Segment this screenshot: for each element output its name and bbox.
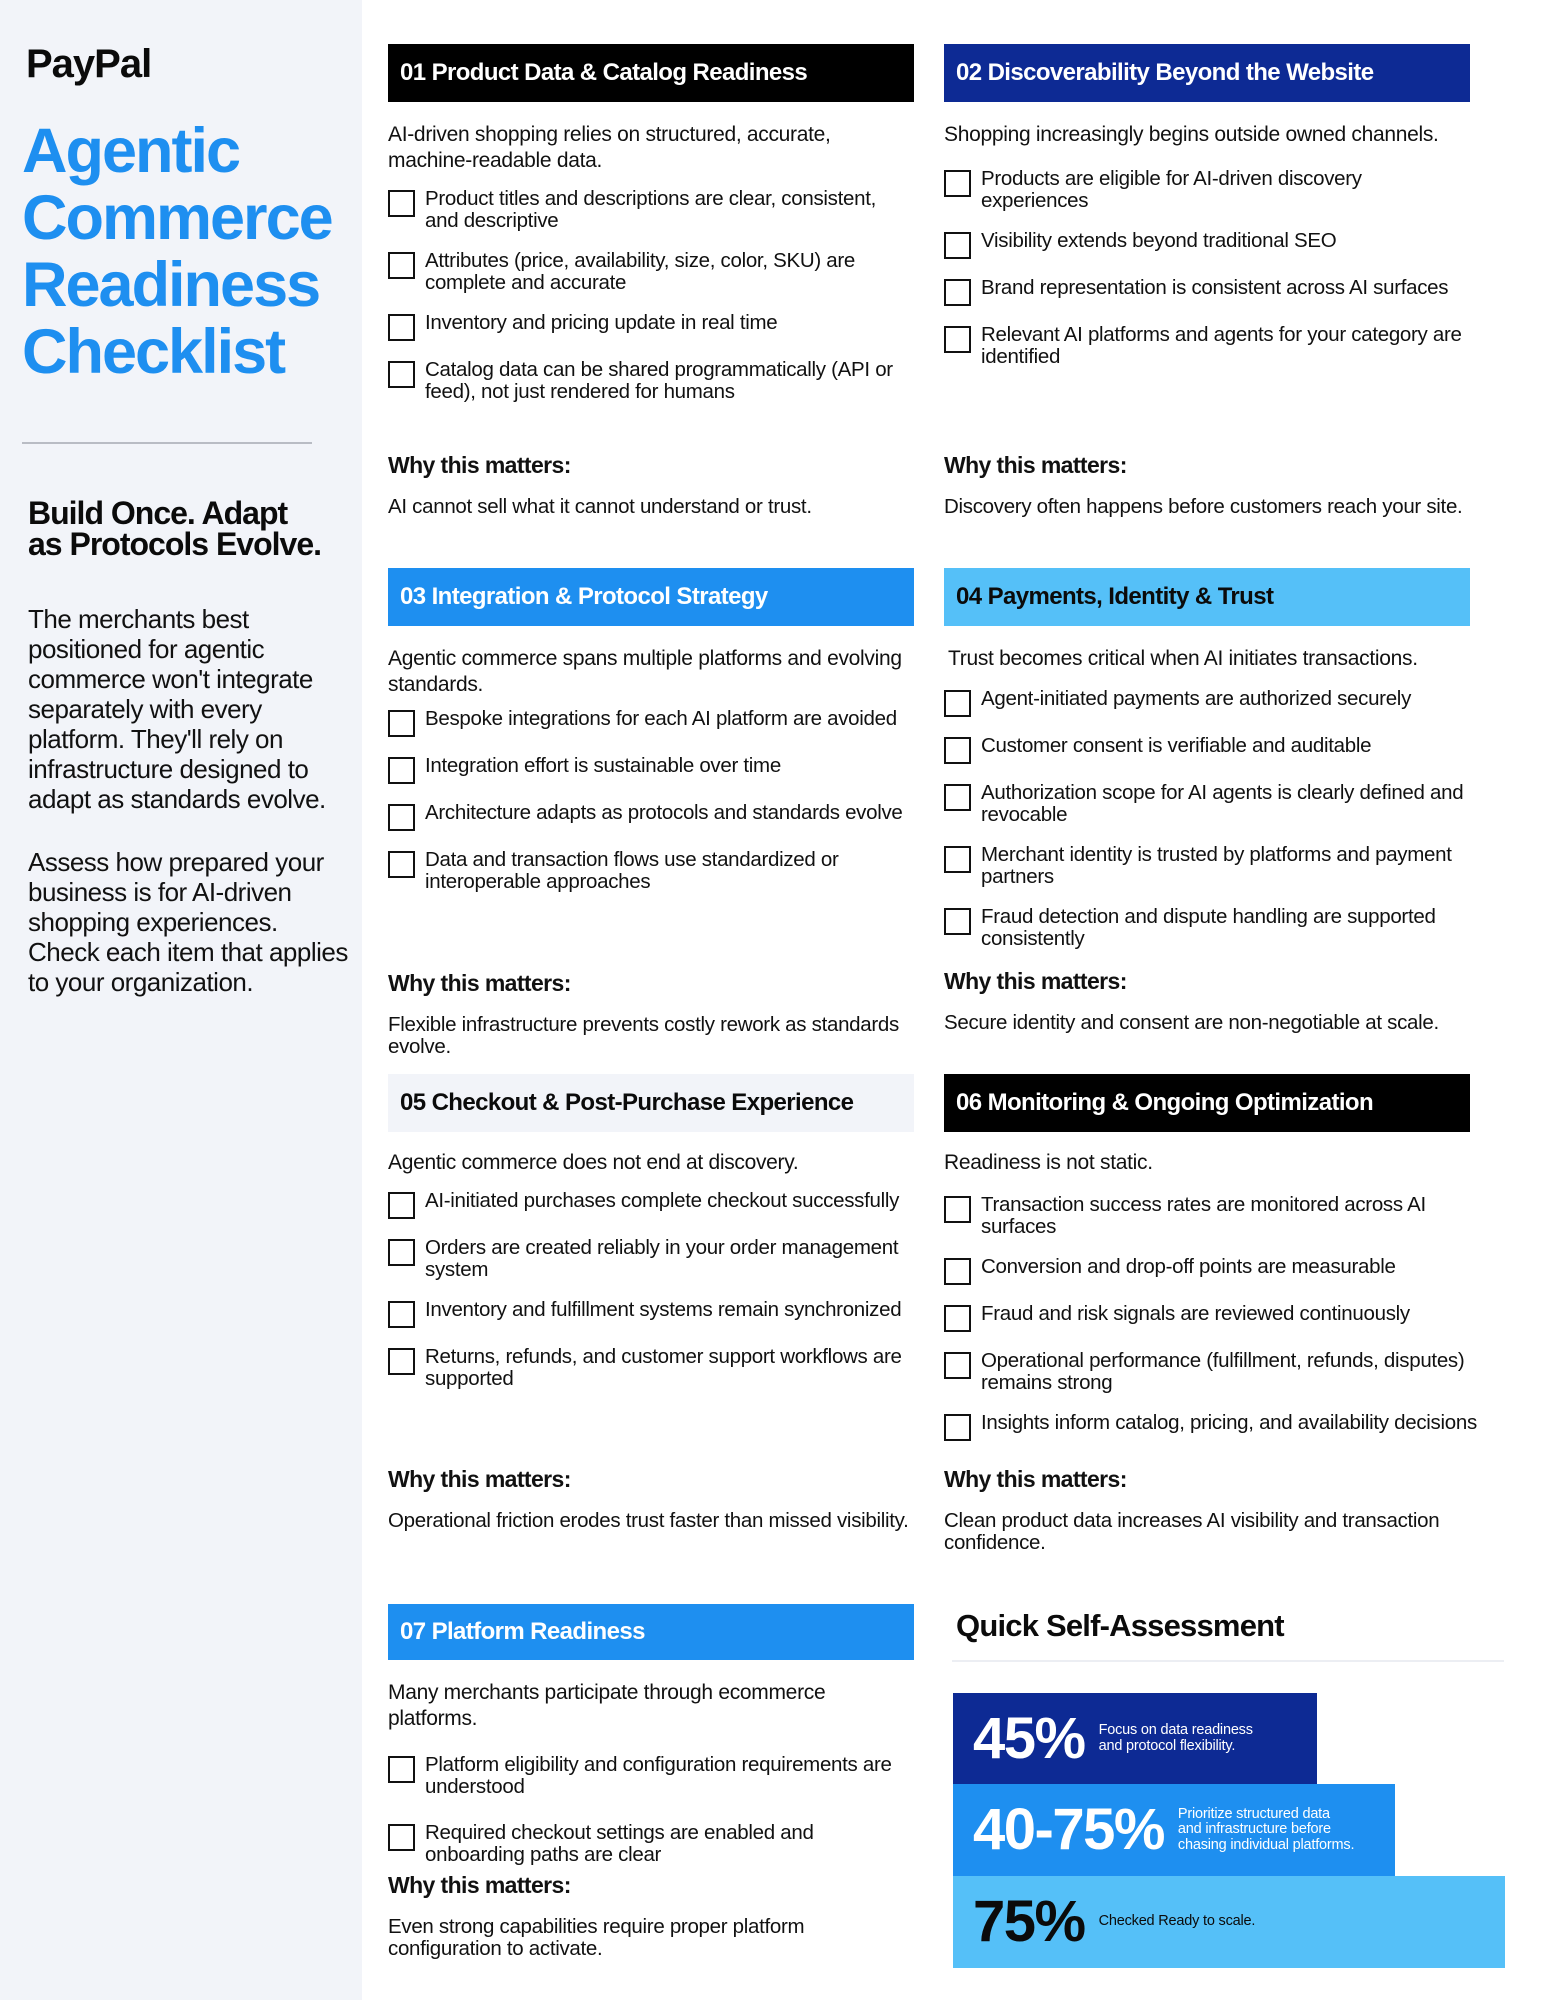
section-platform-readiness bbox=[388, 1604, 914, 1974]
section-intro: Many merchants participate through ecommerce platforms. bbox=[388, 1681, 826, 1730]
checklist-item-text: Merchant identity is trusted by platforms and payment partners bbox=[981, 843, 1452, 888]
checklist-item-text: Architecture adapts as protocols and standards evolve bbox=[425, 801, 903, 824]
assessment-band-75 bbox=[953, 1876, 1505, 1968]
checklist-item-text: Bespoke integrations for each AI platform are avoided bbox=[425, 707, 897, 730]
checkbox[interactable] bbox=[944, 846, 971, 873]
why-label: Why this matters: bbox=[944, 452, 1127, 478]
section-intro: Shopping increasingly begins outside owned channels. bbox=[944, 123, 1439, 146]
why-label: Why this matters: bbox=[944, 1466, 1127, 1492]
assessment-description bbox=[1099, 1723, 1253, 1754]
checklist-item-text: Integration effort is sustainable over time bbox=[425, 754, 781, 777]
section-intro: Trust becomes critical when AI initiates transactions. bbox=[948, 647, 1418, 670]
why-text: Flexible infrastructure prevents costly rework as standards evolve. bbox=[388, 1013, 899, 1058]
checkbox[interactable] bbox=[944, 279, 971, 306]
assessment-percentage: 75% bbox=[973, 1889, 1085, 1954]
section-header: 03 Integration & Protocol Strategy bbox=[388, 568, 914, 626]
checklist-item-text: Conversion and drop-off points are measurable bbox=[981, 1255, 1396, 1278]
self-assessment-title: Quick Self-Assessment bbox=[956, 1608, 1284, 1643]
checklist-item bbox=[388, 708, 914, 737]
checkbox[interactable] bbox=[944, 1305, 971, 1332]
checklist-item bbox=[944, 277, 1470, 306]
assessment-percentage: 40-75% bbox=[973, 1797, 1164, 1862]
section-monitoring bbox=[944, 1074, 1504, 1564]
page-title-line: Readiness bbox=[22, 250, 320, 320]
checklist-item bbox=[388, 1754, 914, 1798]
checklist-item bbox=[944, 1303, 1504, 1332]
assessment-description-line: chasing individual platforms. bbox=[1177, 1836, 1355, 1853]
checklist-item-text: Brand representation is consistent across AI surfaces bbox=[981, 276, 1449, 299]
section-intro: Agentic commerce spans multiple platforms and evolving standards. bbox=[388, 647, 902, 696]
checkbox[interactable] bbox=[388, 851, 415, 878]
checklist-item bbox=[944, 1350, 1504, 1394]
checklist-item-text: Products are eligible for AI-driven discovery experiences bbox=[981, 167, 1362, 212]
checklist-item bbox=[944, 1194, 1504, 1238]
why-text: Even strong capabilities require proper platform configuration to activate. bbox=[388, 1915, 805, 1960]
why-text: Operational friction erodes trust faster than missed visibility. bbox=[388, 1509, 909, 1532]
checklist-item bbox=[388, 312, 914, 341]
page-title bbox=[22, 118, 352, 386]
why-label: Why this matters: bbox=[388, 452, 571, 478]
checkbox[interactable] bbox=[388, 1348, 415, 1375]
checklist-item-text: Operational performance (fulfillment, refunds, disputes) remains strong bbox=[981, 1349, 1465, 1394]
section-intro: AI-driven shopping relies on structured, accurate, machine-readable data. bbox=[388, 123, 831, 172]
section-intro: Readiness is not static. bbox=[944, 1151, 1153, 1174]
checkbox[interactable] bbox=[388, 361, 415, 388]
checklist-item-text: Inventory and fulfillment systems remain synchronized bbox=[425, 1298, 902, 1321]
checklist bbox=[388, 188, 914, 403]
assessment-percentage: 45% bbox=[973, 1705, 1085, 1771]
checkbox[interactable] bbox=[388, 1239, 415, 1266]
checklist-item bbox=[388, 802, 914, 831]
checklist-item bbox=[944, 1412, 1504, 1441]
why-text: AI cannot sell what it cannot understand or trust. bbox=[388, 495, 812, 518]
checklist-item bbox=[944, 782, 1470, 826]
section-payments-identity bbox=[944, 568, 1470, 1068]
assessment-description-line: Prioritize structured data bbox=[1177, 1805, 1330, 1822]
section-header: 04 Payments, Identity & Trust bbox=[944, 568, 1470, 626]
page-title-line: Checklist bbox=[22, 317, 285, 387]
checklist-item-text: Insights inform catalog, pricing, and availability decisions bbox=[981, 1411, 1477, 1434]
checklist-item bbox=[388, 1299, 914, 1328]
section-header: 01 Product Data & Catalog Readiness bbox=[388, 44, 914, 102]
checklist-item bbox=[944, 906, 1470, 950]
checkbox[interactable] bbox=[944, 170, 971, 197]
checklist-item-text: AI-initiated purchases complete checkout successfully bbox=[425, 1189, 900, 1212]
checklist-item bbox=[944, 688, 1470, 717]
checkbox[interactable] bbox=[388, 190, 415, 217]
checklist-item bbox=[388, 1237, 914, 1281]
checklist-item-text: Fraud detection and dispute handling are supported consistently bbox=[981, 905, 1436, 950]
checklist-item bbox=[388, 359, 914, 403]
assessment-description-line: Checked Ready to scale. bbox=[1098, 1913, 1256, 1930]
assessment-band-40-75 bbox=[953, 1784, 1395, 1876]
section-product-data bbox=[388, 44, 914, 524]
assessment-description-line: Focus on data readiness bbox=[1098, 1722, 1253, 1738]
checklist-item-text: Required checkout settings are enabled and onboarding paths are clear bbox=[425, 1821, 814, 1866]
checklist-item-text: Transaction success rates are monitored across AI surfaces bbox=[981, 1193, 1426, 1238]
section-discoverability bbox=[944, 44, 1470, 524]
checklist-item-text: Data and transaction flows use standardized or interoperable approaches bbox=[425, 848, 839, 893]
checklist-item bbox=[944, 1256, 1504, 1285]
checklist-item bbox=[944, 324, 1470, 368]
checkbox[interactable] bbox=[388, 1824, 415, 1851]
checklist-item bbox=[388, 755, 914, 784]
sidebar-intro-1: The merchants best positioned for agentic commerce won't integrate separately with every platform. They'll rely on infrastructure designed to adapt as standards evolve. bbox=[28, 604, 326, 814]
checklist-item-text: Agent-initiated payments are authorized securely bbox=[981, 687, 1412, 710]
checkbox[interactable] bbox=[388, 804, 415, 831]
checklist-item bbox=[388, 1346, 914, 1390]
checkbox[interactable] bbox=[944, 690, 971, 717]
assessment-band-45 bbox=[953, 1693, 1317, 1784]
subhead-line: Build Once. Adapt bbox=[28, 495, 288, 531]
checkbox[interactable] bbox=[388, 1301, 415, 1328]
checklist-item bbox=[388, 849, 914, 893]
why-label: Why this matters: bbox=[388, 970, 571, 996]
checkbox[interactable] bbox=[944, 1258, 971, 1285]
checkbox[interactable] bbox=[388, 710, 415, 737]
checkbox[interactable] bbox=[944, 908, 971, 935]
paypal-logo: PayPal bbox=[26, 42, 152, 86]
section-header: 07 Platform Readiness bbox=[388, 1604, 914, 1660]
checklist-item-text: Orders are created reliably in your order management system bbox=[425, 1236, 899, 1281]
sidebar-subhead bbox=[28, 495, 348, 562]
checklist-item-text: Returns, refunds, and customer support workflows are supported bbox=[425, 1345, 902, 1390]
checklist-item bbox=[388, 188, 914, 232]
checklist-item bbox=[388, 1822, 914, 1866]
sidebar-intro-2: Assess how prepared your business is for AI-driven shopping experiences. Check each item that applies to your organization. bbox=[28, 847, 348, 997]
section-header: 05 Checkout & Post-Purchase Experience bbox=[388, 1074, 914, 1132]
checklist bbox=[944, 688, 1470, 950]
checkbox[interactable] bbox=[944, 737, 971, 764]
checklist-item-text: Catalog data can be shared programmatically (API or feed), not just rendered for humans bbox=[425, 358, 893, 403]
checklist-item-text: Fraud and risk signals are reviewed continuously bbox=[981, 1302, 1410, 1325]
why-label: Why this matters: bbox=[388, 1872, 571, 1898]
checkbox[interactable] bbox=[944, 1196, 971, 1223]
checklist-item-text: Platform eligibility and configuration requirements are understood bbox=[425, 1753, 892, 1798]
checkbox[interactable] bbox=[388, 252, 415, 279]
checkbox[interactable] bbox=[944, 784, 971, 811]
checkbox[interactable] bbox=[944, 326, 971, 353]
checklist-item-text: Customer consent is verifiable and auditable bbox=[981, 734, 1372, 757]
checklist-item bbox=[388, 250, 914, 294]
checklist-item-text: Attributes (price, availability, size, color, SKU) are complete and accurate bbox=[425, 249, 856, 294]
checklist-item bbox=[944, 230, 1470, 259]
checklist-item-text: Product titles and descriptions are clear, consistent, and descriptive bbox=[425, 187, 876, 232]
checklist-item-text: Relevant AI platforms and agents for your category are identified bbox=[981, 323, 1462, 368]
subhead-line: as Protocols Evolve. bbox=[28, 526, 322, 562]
page-title-line: Agentic bbox=[22, 116, 240, 186]
section-header: 06 Monitoring & Ongoing Optimization bbox=[944, 1074, 1470, 1132]
page-title-line: Commerce bbox=[22, 183, 332, 253]
checklist bbox=[388, 1190, 914, 1390]
self-assessment-rule bbox=[952, 1660, 1504, 1662]
sidebar-divider bbox=[22, 442, 312, 444]
assessment-description bbox=[1099, 1914, 1256, 1930]
checklist bbox=[944, 1194, 1504, 1441]
checklist-item bbox=[388, 1190, 914, 1219]
checklist-item-text: Inventory and pricing update in real time bbox=[425, 311, 778, 334]
checkbox[interactable] bbox=[388, 314, 415, 341]
checklist bbox=[388, 1754, 914, 1866]
checklist-item-text: Authorization scope for AI agents is clearly defined and revocable bbox=[981, 781, 1464, 826]
assessment-description-line: and infrastructure before bbox=[1177, 1821, 1331, 1838]
checkbox[interactable] bbox=[388, 757, 415, 784]
section-intro: Agentic commerce does not end at discovery. bbox=[388, 1151, 799, 1174]
why-text: Discovery often happens before customers reach your site. bbox=[944, 495, 1463, 518]
checklist-item bbox=[944, 735, 1470, 764]
assessment-description-line: and protocol flexibility. bbox=[1098, 1737, 1236, 1754]
checkbox[interactable] bbox=[944, 232, 971, 259]
checklist-item-text: Visibility extends beyond traditional SEO bbox=[981, 229, 1337, 252]
assessment-description bbox=[1178, 1807, 1354, 1854]
why-text: Clean product data increases AI visibility and transaction confidence. bbox=[944, 1509, 1440, 1554]
checkbox[interactable] bbox=[944, 1352, 971, 1379]
checkbox[interactable] bbox=[388, 1192, 415, 1219]
section-checkout bbox=[388, 1074, 914, 1564]
checkbox[interactable] bbox=[944, 1414, 971, 1441]
why-label: Why this matters: bbox=[388, 1466, 571, 1492]
checkbox[interactable] bbox=[388, 1756, 415, 1783]
why-label: Why this matters: bbox=[944, 968, 1127, 994]
checklist bbox=[388, 708, 914, 893]
checklist-item bbox=[944, 168, 1470, 212]
why-text: Secure identity and consent are non-negotiable at scale. bbox=[944, 1011, 1439, 1034]
sidebar bbox=[0, 0, 362, 2000]
section-integration bbox=[388, 568, 914, 1068]
section-header: 02 Discoverability Beyond the Website bbox=[944, 44, 1470, 102]
checklist bbox=[944, 168, 1470, 368]
checklist-item bbox=[944, 844, 1470, 888]
